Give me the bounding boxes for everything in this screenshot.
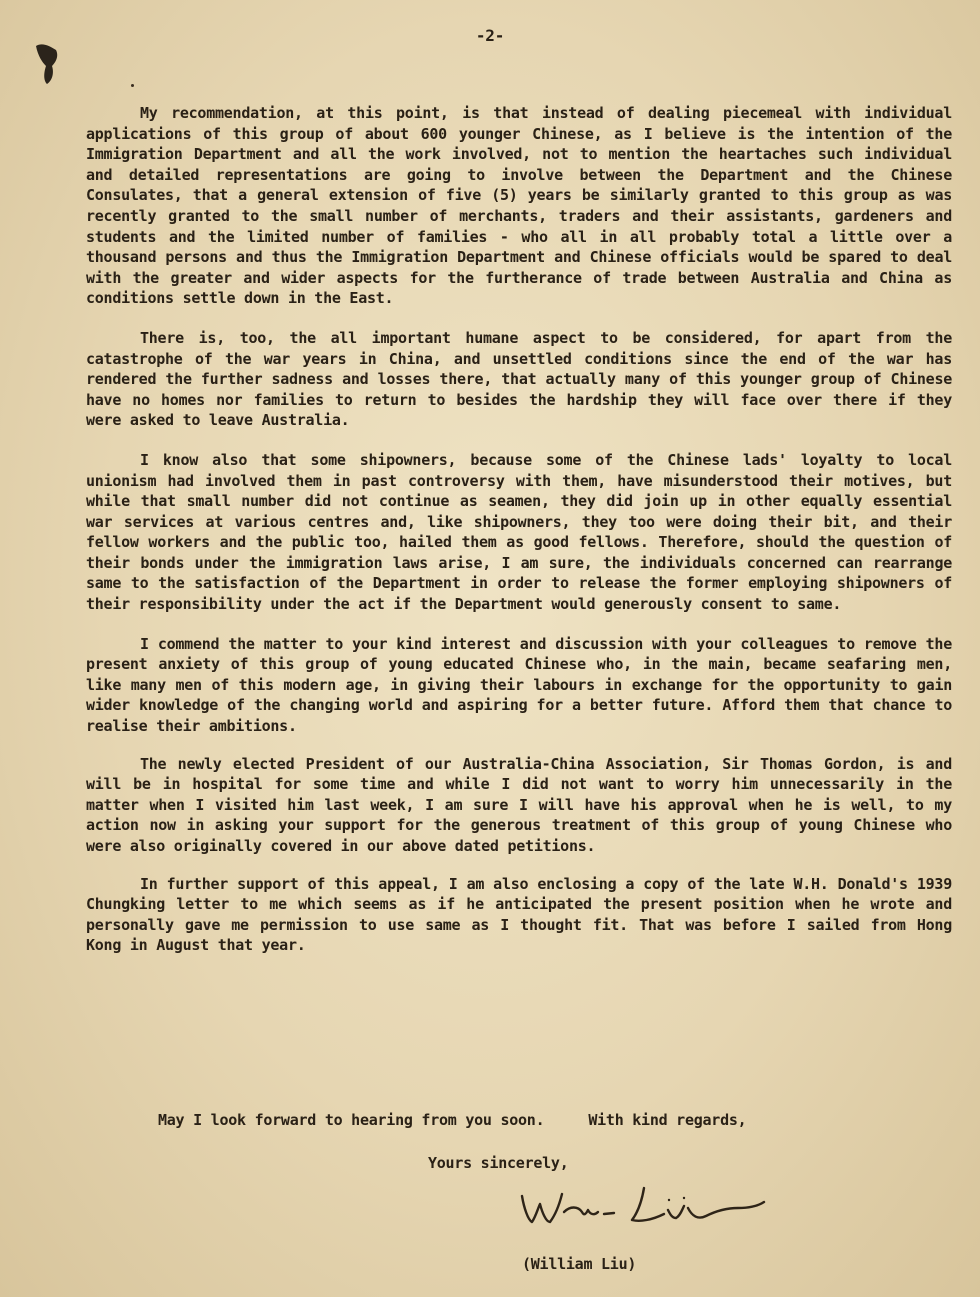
- handwritten-signature: [512, 1178, 772, 1236]
- closing-line: [158, 1110, 746, 1131]
- paragraph-further-support: In further support of this appeal, I am also enclosing a copy of the late W.H. Donald's 1939 Chungking letter to me which seems as if he anticipated the present position when he wrote and personally gave me permission to use same as I thought fit. That was before I sailed from Hong Kong in August that year.: [86, 874, 952, 955]
- signer-name: (William Liu): [522, 1255, 637, 1273]
- punch-mark-icon: [34, 40, 60, 86]
- closing-request: May I look forward to hearing from you soon.: [158, 1111, 545, 1129]
- signoff: Yours sincerely,: [428, 1154, 569, 1172]
- page-number: -2-: [475, 26, 505, 45]
- paragraph-president: The newly elected President of our Australia-China Association, Sir Thomas Gordon, is and will be in hospital for some time and while I did not want to worry him unnecessarily in the matter when I visited him last week, I am sure I will have his approval when he is well, to my action now in asking your support for the generous treatment of this group of young Chinese who were also originally covered in our above dated petitions.: [86, 754, 952, 855]
- paragraph-recommendation: My recommendation, at this point, is that instead of dealing piecemeal with individual applications of this group of about 600 younger Chinese, as I believe is the intention of the Immigration Department and all the work involved, not to mention the heartaches such individual and detailed representations are going to involve between the Department and the Chinese Consulates, that a general extension of five (5) years be similarly granted to this group as was recently granted to the small number of merchants, traders and their assistants, gardeners and students and the limited number of families - who all in all probably total a little over a thousand persons and thus the Immigration Department and Chinese officials would be spared to deal with the greater and wider aspects for the furtherance of trade between Australia and China as conditions settle down in the East.: [86, 104, 952, 308]
- paragraph-commendation: I commend the matter to your kind interest and discussion with your colleagues to remove the present anxiety of this group of young educated Chinese who, in the main, became seafaring men, like many men of this modern age, in giving their labours in exchange for the opportunity to gain wider knowledge of the changing world and aspiring for a better future. Afford them that chance to realise their ambitions.: [86, 634, 952, 736]
- closing-regards: With kind regards,: [588, 1111, 747, 1129]
- paragraph-humane-aspect: There is, too, the all important humane aspect to be considered, for apart from the catastrophe of the war years in China, and unsettled conditions since the end of the war has rendered the further sadness and losses there, that actually many of this younger group of Chinese have no homes nor families to return to besides the hardship they will face over there if they were asked to leave Australia.: [86, 328, 952, 430]
- ink-speck: [131, 84, 134, 87]
- paragraph-shipowners: I know also that some shipowners, because some of the Chinese lads' loyalty to local unionism had involved them in past controversy with them, have misunderstood their motives, but while that small number did not continue as seamen, they did join up in other equally essential war services at various centres and, like shipowners, they too were doing their bit, and their fellow workers and the public too, hailed them as good fellows. Therefore, should the question of their bonds under the immigration laws arise, I am sure, the individuals concerned can rearrange same to the satisfaction of the Department in order to release the former employing shipowners of their responsibility under the act if the Department would generously consent to same.: [86, 450, 952, 614]
- letter-body: [86, 103, 952, 975]
